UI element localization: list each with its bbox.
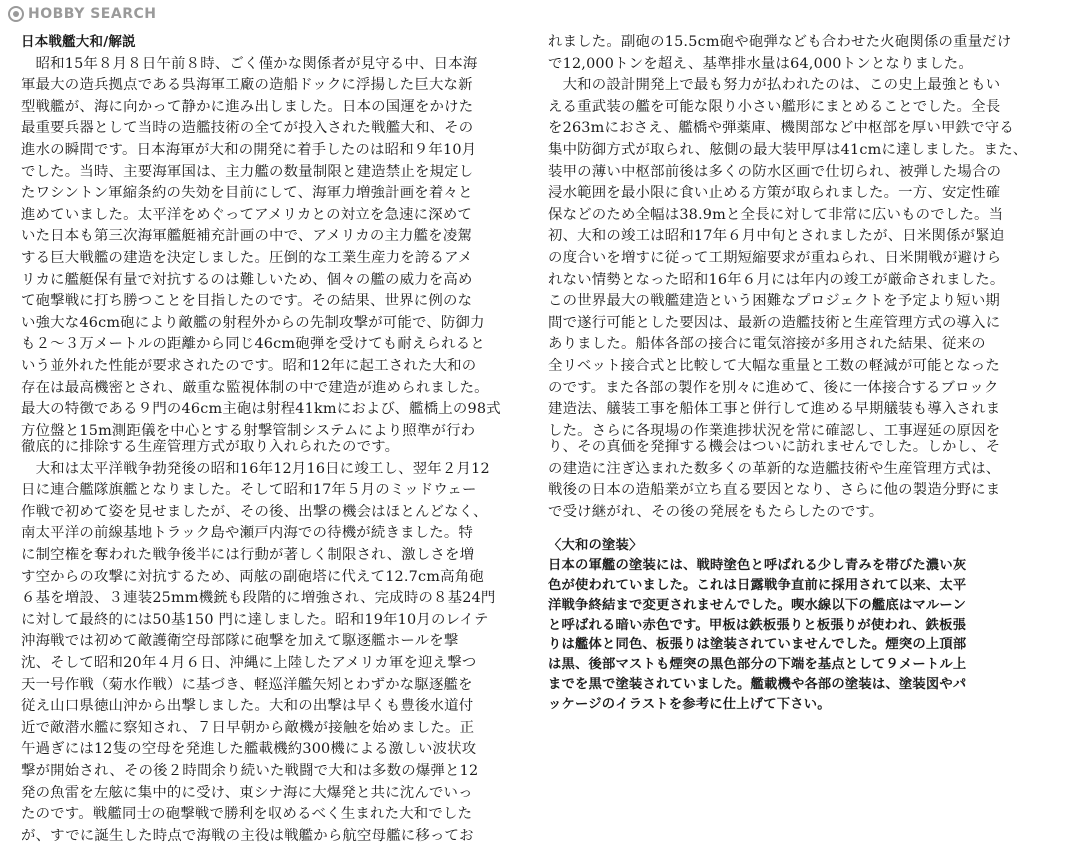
text-line: れました。副砲の15.5cm砲や砲弾なども合わせた火砲関係の重量だけ xyxy=(548,34,1012,50)
text-line: も２～３万メートルの距離から同じ46cm砲弾を受けても耐えられると xyxy=(21,336,485,353)
text-line: 集中防御方式が取られ、舷側の最大装甲厚は41cmに達しました。また、 xyxy=(548,141,1028,158)
text-line: 進水の瞬間です。日本海軍が大和の開発に着手したのは昭和９年10月 xyxy=(21,141,477,158)
text-line: でした。当時、主要海軍国は、主力艦の数量制限と建造禁止を規定し xyxy=(21,163,474,180)
text-line: て砲撃戦に打ち勝つことを目指したのです。その結果、世界に例のな xyxy=(21,293,473,310)
text-line: 大和は太平洋戦争勃発後の昭和16年12月16日に竣工し、翌年２月12 xyxy=(21,460,490,477)
text-line: リカに艦艇保有量で対抗するのは難しいため、個々の艦の威力を高め xyxy=(21,271,473,288)
column-top-left xyxy=(21,32,526,442)
text-line: 型戦艦が、海に向かって静かに進み出しました。日本の国運をかけた xyxy=(21,98,474,115)
text-line: に対して最終的には50基150 門に達しました。昭和19年10月のレイテ xyxy=(21,611,489,628)
text-line: 南太平洋の前線基地トラック島や瀬戸内海での待機が続きました。特 xyxy=(21,525,474,542)
text-line: ありました。船体各部の接合に電気溶接が多用された結果、従来の xyxy=(548,336,986,353)
text-line: 進めていました。太平洋をめぐってアメリカとの対立を急速に深めて xyxy=(21,206,473,223)
text-line: この世界最大の戦艦建造という困難なプロジェクトを予定より短い期 xyxy=(548,293,1001,310)
text-line: い強大な46cm砲により敵艦の射程外からの先制攻撃が可能で、防御力 xyxy=(21,314,485,331)
text-line: 間で遂行可能とした要因は、最新の造艦技術と生産管理方式の導入に xyxy=(548,314,1001,331)
text-line: が、すでに誕生した時点で海戦の主役は戦艦から航空母艦に移ってお xyxy=(21,827,474,844)
text-line: 近で敵潜水艦に察知され、７日早朝から敵機が接触を始めました。正 xyxy=(21,719,475,736)
text-line: のです。また各部の製作を別々に進めて、後に一体接合するブロック xyxy=(548,379,999,396)
text-line: 初、大和の竣工は昭和17年６月中旬とされましたが、日米関係が緊迫 xyxy=(548,228,1005,245)
text-line: 建造法、艤装工事を船体工事と併行して進める早期艤装も導入されま xyxy=(548,401,1001,418)
text-line: 存在は最高機密とされ、厳重な監視体制の中で建造が進められました。 xyxy=(21,379,489,396)
text-line: 最重要兵器として当時の造艦技術の全てが投入された戦艦大和、その xyxy=(21,120,474,137)
text-line: で12,000トンを超え、基準排水量は64,000トンとなりました。 xyxy=(548,55,973,72)
text-line: までを黒で塗装されていました。艦載機や各部の塗装は、塗装図やパ xyxy=(548,677,967,693)
text-line: 撃が開始され、その後２時間余り続いた戦闘で大和は多数の爆弾と12 xyxy=(21,762,479,779)
text-line: 沖海戦では初めて敵護衛空母部隊に砲撃を加えて駆逐艦ホールを撃 xyxy=(21,633,459,650)
text-line: 午過ぎには12隻の空母を発進した艦載機約300機による激しい波状攻 xyxy=(21,741,477,758)
text-line: 作戦で初めて姿を見せましたが、その後、出撃の機会はほとんどなく、 xyxy=(21,503,488,520)
text-line: 軍最大の造兵拠点である呉海軍工廠の造船ドックに浮揚した巨大な新 xyxy=(21,77,473,94)
text-line: 徹底的に排除する生産管理方式が取り入れられたのです。 xyxy=(21,439,400,455)
text-line: れない情勢となった昭和16年６月には年内の竣工が厳命されました。 xyxy=(548,271,1005,288)
text-line: 昭和15年８月８日午前８時、ごく僅かな関係者が見守る中、日本海 xyxy=(21,55,478,72)
text-line: 全リベット接合式と比較して大幅な重量と工数の軽減が可能となった xyxy=(548,357,1001,374)
text-line: たのです。戦艦同士の砲撃戦で勝利を収めるべく生まれた大和でした xyxy=(21,806,473,823)
text-line: ッケージのイラストを参考に仕上げて下さい。 xyxy=(548,697,831,713)
text-line: の建造に注ぎ込まれた数多くの革新的な造艦技術や生産管理方式は、 xyxy=(548,460,1001,477)
text-line: ６基を増設、３連装25mm機銃も段階的に増強され、完成時の８基24門 xyxy=(21,590,496,607)
text-line: 装甲の薄い中枢部前後は多くの防水区画で仕切られ、被弾した場合の xyxy=(548,163,1002,180)
text-line: は黒、後部マストも煙突の黒色部分の下端を基点として９メートル上 xyxy=(548,657,967,673)
text-line: 戦後の日本の造船業が立ち直る要因となり、さらに他の製造分野にま xyxy=(548,482,1001,499)
text-line: 浸水範囲を最小限に食い止める方策が取られました。一方、安定性確 xyxy=(548,185,1001,202)
text-line: と呼ばれる暗い赤色です。甲板は鉄板張りと板張りが使われ、鉄板張 xyxy=(548,617,967,633)
painting-section xyxy=(548,535,1053,714)
section-heading: 〈大和の塗装〉 xyxy=(548,538,643,553)
text-line: す空からの攻撃に対抗するため、両舷の副砲塔に代えて12.7cm高角砲 xyxy=(21,568,484,585)
text-line: 従え山口県徳山沖から出撃しました。大和の出撃は早くも豊後水道付 xyxy=(21,698,474,715)
text-line: える重武装の艦を可能な限り小さい艦形にまとめることでした。全長 xyxy=(548,98,1001,115)
text-line: 天一号作戦（菊水作戦）に基づき、軽巡洋艦矢矧とわずかな駆逐艦を xyxy=(21,676,473,693)
text-line: を263mにおさえ、艦橋や弾薬庫、機関部など中枢部を厚い甲鉄で守る xyxy=(548,120,1014,137)
text-line: 沈、そして昭和20年４月６日、沖縄に上陸したアメリカ軍を迎え撃つ xyxy=(21,654,477,671)
text-line: 発の魚雷を左舷に集中的に受け、東シナ海に大爆発と共に沈んでいっ xyxy=(21,784,473,801)
text-line: 保などのため全幅は38.9mと全長に対して非常に広いものでした。当 xyxy=(548,206,1004,223)
text-line: の度合いを増すに従って工期短縮要求が重ねられ、日米開戦が避けら xyxy=(548,249,1002,266)
text-line: する巨大戦艦の建造を決定しました。圧倒的な工業生産力を誇るアメ xyxy=(21,249,473,266)
text-line: 日本の軍艦の塗装には、戦時塗色と呼ばれる少し青みを帯びた濃い灰 xyxy=(548,557,967,573)
text-line: いう並外れた性能が要求されたのです。昭和12年に起工された大和の xyxy=(21,357,477,374)
column-top-right xyxy=(548,32,1053,442)
text-line: 最大の特徴である９門の46cm主砲は射程41kmにおよび、艦橋上の98式 xyxy=(21,401,501,418)
text-line: に制空権を奪われた戦争後半には行動が著しく制限され、激しさを増 xyxy=(21,546,475,563)
text-line: 日に連合艦隊旗艦となりました。そして昭和17年５月のミッドウェー xyxy=(21,482,477,499)
text-line: いた日本も第三次海軍艦艇補充計画の中で、アメリカの主力艦を凌駕 xyxy=(21,228,473,245)
text-line: 大和の設計開発上で最も努力が払われたのは、この史上最強ともい xyxy=(548,77,1001,94)
text-line: りは艦体と同色、板張りは塗装されていませんでした。煙突の上頂部 xyxy=(548,637,967,653)
article-title: 日本戦艦大和/解説 xyxy=(21,34,136,50)
hobby-search-watermark xyxy=(8,4,156,24)
text-line: 色が使われていました。これは日露戦争直前に採用されて以来、太平 xyxy=(548,577,967,593)
text-line: り、その真価を発揮する機会はついに訪れませんでした。しかし、そ xyxy=(548,439,1001,455)
text-line: 洋戦争終結まで変更されませんでした。喫水線以下の艦底はマルーン xyxy=(548,597,967,613)
text-line: で受け継がれ、その後の発展をもたらしたのです。 xyxy=(548,503,884,520)
column-bottom-right xyxy=(548,437,1053,523)
text-line: 方位盤と15m測距儀を中心とする射撃管制システムにより照準が行わ xyxy=(21,422,476,439)
watermark-text: HOBBY SEARCH xyxy=(28,6,157,22)
text-line: した。さらに各現場の作業進捗状況を常に確認し、工事遅延の原因を xyxy=(548,422,1001,439)
text-line: たワシントン軍縮条約の失効を目前にして、海軍力増強計画を着々と xyxy=(21,185,473,202)
hobby-search-logo-icon xyxy=(8,6,24,22)
column-bottom-left xyxy=(21,437,526,847)
